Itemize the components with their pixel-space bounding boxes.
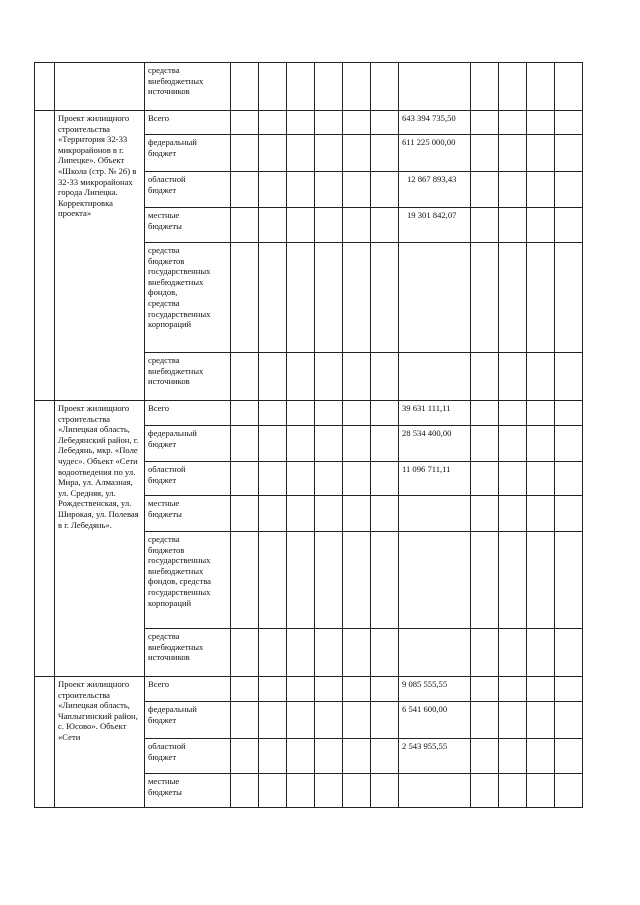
funding-source-cell: местные бюджеты (145, 496, 231, 532)
value-cell (259, 629, 287, 677)
table-row (35, 401, 583, 426)
value-cell (555, 739, 583, 774)
project-name-cell: Проект жилищного строительства «Липецкая область, Лебедянский район, г. Лебедянь, мкр. «Поле чудес». Объект «Сети водоотведения по ул. Мира, ул. Алмазная, ул. Средняя, ул. Рождественская, ул. Широкая, ул. Полевая в г. Лебедянь». (55, 401, 145, 677)
value-cell (231, 532, 259, 629)
value-cell (259, 774, 287, 808)
value-cell (371, 702, 399, 739)
value-cell (315, 677, 343, 702)
value-cell (499, 426, 527, 462)
funding-source-cell: Всего (145, 111, 231, 135)
amount-cell (399, 353, 471, 401)
value-cell (231, 496, 259, 532)
funding-source-cell: областной бюджет (145, 739, 231, 774)
value-cell (499, 739, 527, 774)
value-cell (555, 426, 583, 462)
amount-cell: 12 867 893,43 (399, 172, 471, 208)
value-cell (287, 135, 315, 172)
value-cell (259, 496, 287, 532)
amount-cell (399, 63, 471, 111)
value-cell (315, 702, 343, 739)
value-cell (555, 135, 583, 172)
value-cell (471, 629, 499, 677)
amount-cell: 611 225 000,00 (399, 135, 471, 172)
value-cell (371, 496, 399, 532)
row-number-cell (35, 111, 55, 401)
funding-source-cell: федеральный бюджет (145, 426, 231, 462)
value-cell (343, 739, 371, 774)
value-cell (555, 111, 583, 135)
value-cell (231, 172, 259, 208)
value-cell (499, 353, 527, 401)
value-cell (287, 496, 315, 532)
value-cell (371, 532, 399, 629)
value-cell (259, 739, 287, 774)
value-cell (343, 532, 371, 629)
value-cell (259, 135, 287, 172)
value-cell (315, 496, 343, 532)
value-cell (343, 401, 371, 426)
value-cell (371, 353, 399, 401)
value-cell (499, 532, 527, 629)
value-cell (555, 401, 583, 426)
value-cell (315, 208, 343, 243)
value-cell (315, 462, 343, 496)
amount-cell: 19 301 842,07 (399, 208, 471, 243)
value-cell (259, 677, 287, 702)
value-cell (555, 532, 583, 629)
value-cell (231, 353, 259, 401)
value-cell (287, 63, 315, 111)
value-cell (555, 63, 583, 111)
project-name-cell (55, 63, 145, 111)
value-cell (315, 426, 343, 462)
table-row (35, 111, 583, 135)
value-cell (555, 702, 583, 739)
value-cell (471, 532, 499, 629)
value-cell (371, 426, 399, 462)
value-cell (499, 135, 527, 172)
value-cell (527, 401, 555, 426)
value-cell (527, 774, 555, 808)
value-cell (231, 135, 259, 172)
amount-cell: 6 541 600,00 (399, 702, 471, 739)
value-cell (315, 172, 343, 208)
row-number-cell (35, 401, 55, 677)
value-cell (527, 63, 555, 111)
value-cell (471, 135, 499, 172)
amount-cell: 28 534 400,00 (399, 426, 471, 462)
value-cell (527, 111, 555, 135)
amount-cell (399, 774, 471, 808)
row-number-cell (35, 63, 55, 111)
value-cell (499, 111, 527, 135)
amount-cell: 11 096 711,11 (399, 462, 471, 496)
value-cell (371, 208, 399, 243)
value-cell (287, 243, 315, 353)
budget-table (34, 62, 583, 808)
value-cell (471, 496, 499, 532)
value-cell (471, 243, 499, 353)
value-cell (231, 462, 259, 496)
value-cell (287, 111, 315, 135)
value-cell (555, 353, 583, 401)
value-cell (499, 774, 527, 808)
value-cell (527, 135, 555, 172)
value-cell (527, 172, 555, 208)
value-cell (555, 677, 583, 702)
value-cell (343, 677, 371, 702)
value-cell (499, 677, 527, 702)
value-cell (527, 702, 555, 739)
value-cell (527, 677, 555, 702)
value-cell (343, 243, 371, 353)
funding-source-cell: областной бюджет (145, 172, 231, 208)
value-cell (555, 462, 583, 496)
value-cell (471, 63, 499, 111)
value-cell (287, 426, 315, 462)
value-cell (259, 243, 287, 353)
value-cell (499, 629, 527, 677)
value-cell (527, 629, 555, 677)
value-cell (231, 702, 259, 739)
value-cell (555, 243, 583, 353)
value-cell (259, 426, 287, 462)
value-cell (471, 677, 499, 702)
value-cell (287, 353, 315, 401)
value-cell (343, 629, 371, 677)
amount-cell: 39 631 111,11 (399, 401, 471, 426)
value-cell (371, 739, 399, 774)
value-cell (471, 739, 499, 774)
value-cell (343, 426, 371, 462)
value-cell (471, 774, 499, 808)
value-cell (371, 63, 399, 111)
funding-source-cell: федеральный бюджет (145, 702, 231, 739)
value-cell (527, 426, 555, 462)
funding-source-cell: областной бюджет (145, 462, 231, 496)
value-cell (499, 702, 527, 739)
value-cell (343, 353, 371, 401)
value-cell (315, 739, 343, 774)
value-cell (371, 629, 399, 677)
funding-source-cell: Всего (145, 401, 231, 426)
value-cell (315, 353, 343, 401)
value-cell (371, 111, 399, 135)
value-cell (527, 353, 555, 401)
value-cell (231, 111, 259, 135)
value-cell (287, 774, 315, 808)
amount-cell: 2 543 955,55 (399, 739, 471, 774)
value-cell (555, 208, 583, 243)
project-name-cell: Проект жилищного строительства «Липецкая область, Чаплыгинский район, с. Юсово». Объект «Сети (55, 677, 145, 808)
funding-source-cell: средства бюджетов государственных внебюджетных фондов, средства государственных корпораций (145, 532, 231, 629)
value-cell (259, 462, 287, 496)
value-cell (287, 702, 315, 739)
value-cell (231, 243, 259, 353)
value-cell (259, 208, 287, 243)
value-cell (287, 739, 315, 774)
value-cell (231, 208, 259, 243)
value-cell (499, 462, 527, 496)
value-cell (231, 629, 259, 677)
value-cell (527, 496, 555, 532)
value-cell (471, 353, 499, 401)
value-cell (287, 462, 315, 496)
value-cell (527, 739, 555, 774)
value-cell (343, 111, 371, 135)
project-name-cell: Проект жилищного строительства «Территория 32-33 микрорайонов в г. Липецке». Объект «Школа (стр. № 26) в 32-33 микрорайонах города Липецка. Корректировка проекта» (55, 111, 145, 401)
value-cell (259, 532, 287, 629)
value-cell (527, 462, 555, 496)
value-cell (343, 63, 371, 111)
value-cell (371, 243, 399, 353)
value-cell (315, 135, 343, 172)
funding-source-cell: местные бюджеты (145, 774, 231, 808)
value-cell (555, 172, 583, 208)
table-row (35, 63, 583, 111)
value-cell (315, 111, 343, 135)
value-cell (231, 774, 259, 808)
value-cell (343, 774, 371, 808)
value-cell (471, 462, 499, 496)
value-cell (287, 208, 315, 243)
value-cell (259, 353, 287, 401)
value-cell (287, 629, 315, 677)
value-cell (371, 401, 399, 426)
value-cell (315, 532, 343, 629)
value-cell (231, 401, 259, 426)
value-cell (371, 462, 399, 496)
value-cell (259, 702, 287, 739)
value-cell (471, 702, 499, 739)
amount-cell: 9 085 555,55 (399, 677, 471, 702)
amount-cell: 643 394 735,50 (399, 111, 471, 135)
value-cell (471, 426, 499, 462)
value-cell (527, 532, 555, 629)
amount-cell (399, 243, 471, 353)
value-cell (259, 401, 287, 426)
value-cell (315, 774, 343, 808)
value-cell (371, 677, 399, 702)
value-cell (259, 63, 287, 111)
value-cell (231, 739, 259, 774)
value-cell (471, 208, 499, 243)
funding-source-cell: Всего (145, 677, 231, 702)
value-cell (315, 243, 343, 353)
value-cell (315, 401, 343, 426)
value-cell (231, 63, 259, 111)
funding-source-cell: средства внебюджетных источников (145, 353, 231, 401)
value-cell (555, 774, 583, 808)
value-cell (259, 111, 287, 135)
value-cell (231, 677, 259, 702)
value-cell (343, 702, 371, 739)
table-row (35, 677, 583, 702)
value-cell (527, 243, 555, 353)
funding-source-cell: средства внебюджетных источников (145, 629, 231, 677)
funding-source-cell: федеральный бюджет (145, 135, 231, 172)
value-cell (343, 462, 371, 496)
value-cell (231, 426, 259, 462)
value-cell (499, 243, 527, 353)
value-cell (527, 208, 555, 243)
value-cell (287, 677, 315, 702)
value-cell (555, 496, 583, 532)
value-cell (343, 208, 371, 243)
value-cell (343, 496, 371, 532)
value-cell (499, 63, 527, 111)
row-number-cell (35, 677, 55, 808)
value-cell (315, 63, 343, 111)
amount-cell (399, 629, 471, 677)
value-cell (499, 208, 527, 243)
amount-cell (399, 532, 471, 629)
amount-cell (399, 496, 471, 532)
value-cell (343, 172, 371, 208)
value-cell (343, 135, 371, 172)
value-cell (371, 172, 399, 208)
funding-source-cell: средства бюджетов государственных внебюджетных фондов, средства государственных корпораций (145, 243, 231, 353)
value-cell (499, 401, 527, 426)
value-cell (471, 111, 499, 135)
value-cell (499, 496, 527, 532)
funding-source-cell: местные бюджеты (145, 208, 231, 243)
value-cell (499, 172, 527, 208)
value-cell (315, 629, 343, 677)
value-cell (287, 401, 315, 426)
funding-source-cell: средства внебюджетных источников (145, 63, 231, 111)
value-cell (287, 172, 315, 208)
value-cell (259, 172, 287, 208)
value-cell (471, 401, 499, 426)
value-cell (371, 135, 399, 172)
value-cell (287, 532, 315, 629)
value-cell (371, 774, 399, 808)
value-cell (555, 629, 583, 677)
value-cell (471, 172, 499, 208)
